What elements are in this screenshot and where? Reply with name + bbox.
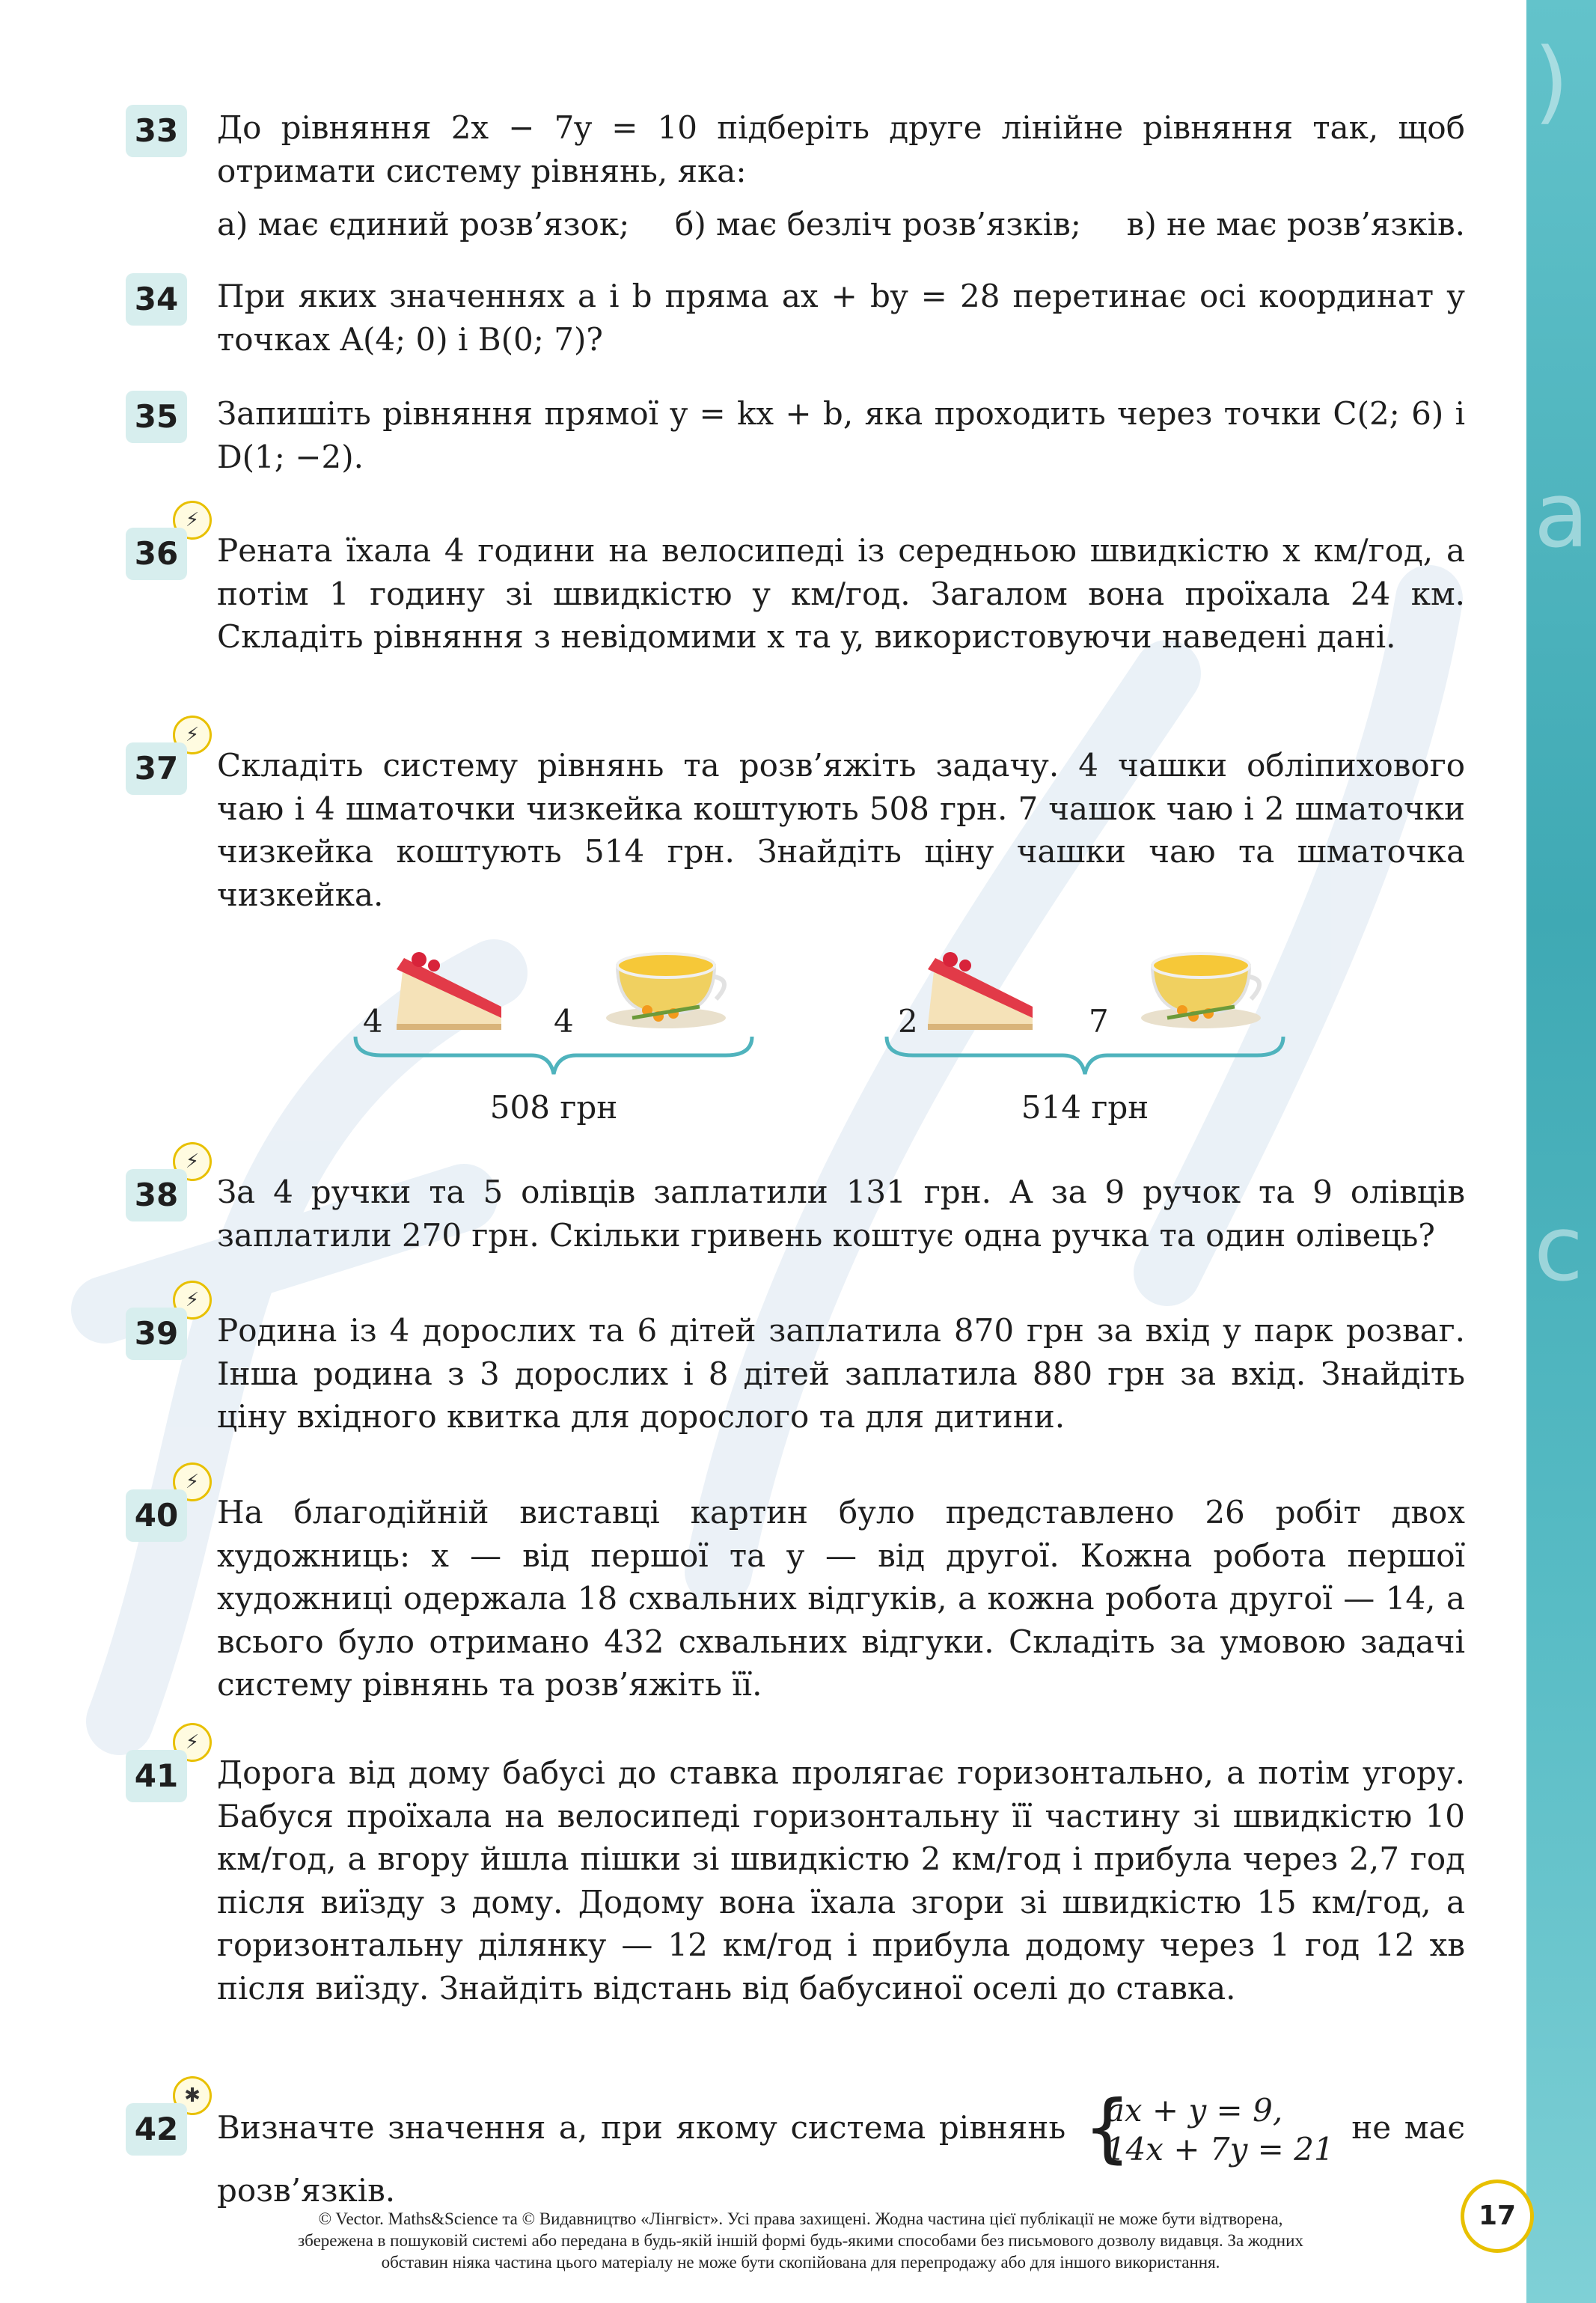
problem-number: 34 bbox=[126, 273, 187, 326]
right-cake-count: 2 bbox=[898, 1003, 918, 1040]
option-b: б) має безліч розв’язків; bbox=[675, 206, 1081, 242]
equation-2: 14x + 7y = 21 bbox=[1105, 2131, 1334, 2168]
left-brace bbox=[352, 1033, 756, 1078]
equation-1: ax + y = 9, bbox=[1105, 2092, 1283, 2129]
problem-number: 39 bbox=[126, 1308, 187, 1360]
page-number: 17 bbox=[1461, 2180, 1534, 2253]
problem-number: 38 bbox=[126, 1169, 187, 1221]
option-c: в) не має розв’язків. bbox=[1126, 206, 1465, 242]
problem-statement: Рената їхала 4 години на велосипеді із середньою швидкістю x км/год, а потім 1 годину зі швидкістю y км/год. Загалом вона проїхала 24 км. Складіть рівняння з невідомими x та y, використовуючи наведені дані. bbox=[217, 532, 1465, 655]
right-tea-count: 7 bbox=[1089, 1003, 1109, 1040]
brace-icon: { bbox=[1083, 2084, 1131, 2171]
copyright-notice bbox=[105, 2208, 1496, 2273]
problem-number: 35 bbox=[126, 391, 187, 443]
copyright-line: © Vector. Maths&Science та © Видавництво «Лінгвіст». Усі права захищені. Жодна частина цієї публікації не може бути відтворена, bbox=[318, 2209, 1283, 2228]
problem-text bbox=[217, 106, 1465, 246]
problem-statement: Складіть систему рівнянь та розв’яжіть задачу. 4 чашки обліпихового чаю і 4 шматочки чизкейка коштують 508 грн. 7 чашок чаю і 2 шматочки чизкейка коштують 514 грн. Знайдіть ціну чашки чаю та шматочка чизкейка. bbox=[217, 747, 1465, 913]
copyright-line: обставин ніяка частина цього матеріалу не може бути скопійована для перепродажу або для іншого використання. bbox=[381, 2253, 1220, 2272]
right-brace bbox=[883, 1033, 1287, 1078]
tea-cup-icon bbox=[602, 936, 737, 1033]
problem-number: 42 bbox=[126, 2103, 187, 2156]
left-cake-count: 4 bbox=[363, 1003, 383, 1040]
cheesecake-tea-figure bbox=[344, 928, 1287, 1138]
left-tea-count: 4 bbox=[554, 1003, 574, 1040]
option-a: а) має єдиний розв’язок; bbox=[217, 206, 630, 242]
equation-system bbox=[1083, 2084, 1334, 2171]
lightning-icon: ⚡ bbox=[173, 1723, 212, 1762]
lightning-icon: ⚡ bbox=[173, 716, 212, 754]
problem-number: 37 bbox=[126, 742, 187, 795]
copyright-line: збережена в пошуковій системі або передана в будь-якій іншій формі будь-якими способами без письмового дозволу видавця. За жодних bbox=[298, 2231, 1303, 2250]
cheesecake-icon bbox=[389, 936, 509, 1033]
problem-number: 40 bbox=[126, 1489, 187, 1542]
problem-statement: До рівняння 2x − 7y = 10 підберіть друге лінійне рівняння так, щоб отримати систему рівнянь, яка: bbox=[217, 109, 1465, 189]
lightning-icon: ⚡ bbox=[173, 501, 212, 540]
asterisk-icon: ✱ bbox=[173, 2076, 212, 2115]
lightning-icon: ⚡ bbox=[173, 1462, 212, 1501]
left-price: 508 грн bbox=[489, 1089, 618, 1126]
problem-number: 41 bbox=[126, 1750, 187, 1802]
decorative-side-band: ) a c bbox=[1526, 0, 1596, 2303]
problem-tail: не має розв’язків. bbox=[217, 2109, 1465, 2209]
tea-cup-icon bbox=[1137, 936, 1272, 1033]
problem-lead: Визначте значення a, при якому система рівнянь bbox=[217, 2109, 1066, 2146]
problem-statement: На благодійній виставці картин було представлено 26 робіт двох художниць: x — від першої та y — від другої. Кожна робота першої художниці одержала 18 схвальних відгуків, а кожна робота другої — 14, а всього було отримано 432 схвальних відгуки. Складіть за умовою задачі систему рівнянь та розв’яжіть її. bbox=[217, 1494, 1465, 1703]
problem-statement: Запишіть рівняння прямої y = kx + b, яка проходить через точки C(2; 6) і D(1; −2). bbox=[217, 395, 1465, 475]
problem-number: 33 bbox=[126, 105, 187, 157]
problem-statement: При яких значеннях a і b пряма ax + by = 28 перетинає осі координат у точках A(4; 0) і B(0; 7)? bbox=[217, 278, 1465, 358]
problem-statement bbox=[217, 2084, 1465, 2212]
lightning-icon: ⚡ bbox=[173, 1142, 212, 1181]
problem-statement: За 4 ручки та 5 олівців заплатили 131 грн. А за 9 ручок та 9 олівців заплатили 270 грн. Скільки гривень коштує одна ручка та один олівець? bbox=[217, 1174, 1465, 1254]
problem-statement: Родина із 4 дорослих та 6 дітей заплатила 870 грн за вхід у парк розваг. Інша родина з 3 дорослих і 8 дітей заплатила 880 грн за вхід. Знайдіть ціну вхідного квитка для дорослого та для дитини. bbox=[217, 1312, 1465, 1435]
problem-number: 36 bbox=[126, 528, 187, 580]
answer-options bbox=[217, 203, 1465, 246]
lightning-icon: ⚡ bbox=[173, 1281, 212, 1320]
right-price: 514 грн bbox=[1021, 1089, 1149, 1126]
cheesecake-icon bbox=[920, 936, 1040, 1033]
problem-statement: Дорога від дому бабусі до ставка пролягає горизонтально, а потім угору. Бабуся проїхала на велосипеді горизонтальну її частину зі швидкістю 10 км/год, а вгору йшла пішки зі швидкістю 2 км/год і прибула через 2,7 год після виїзду з дому. Додому вона їхала згори зі швидкістю 15 км/год, а горизонтальну ділянку — 12 км/год і прибула додому через 1 год 12 хв після виїзду. Знайдіть відстань від бабусиної оселі до ставка. bbox=[217, 1754, 1465, 2007]
